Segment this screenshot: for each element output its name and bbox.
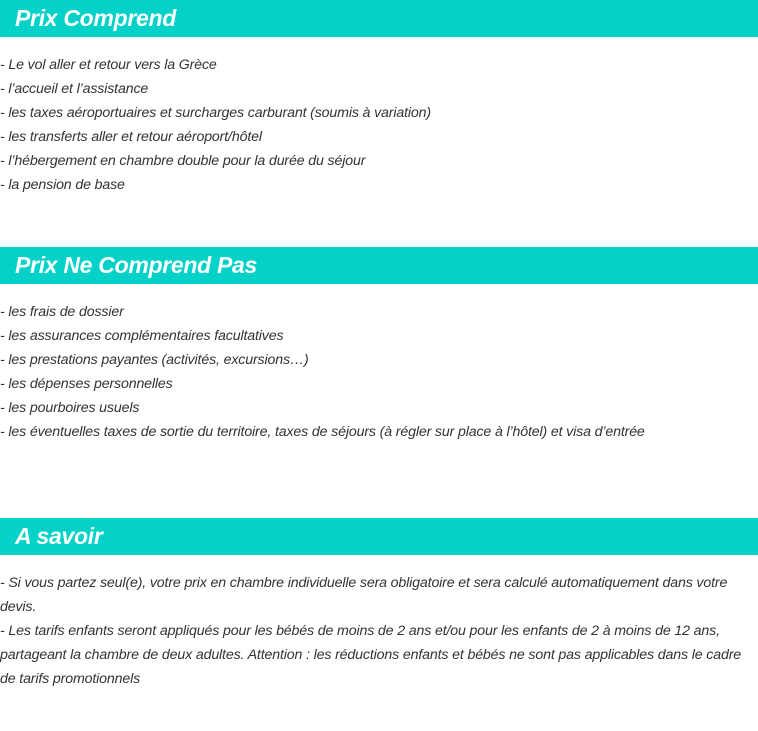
section-title-good-to-know: A savoir: [15, 523, 103, 549]
excluded-item-fees: - les frais de dossier: [0, 304, 124, 320]
good-to-know-text: [0, 555, 758, 691]
section-price-includes: [0, 0, 758, 197]
included-item-accommodation: - l’hébergement en chambre double pour la durée du séjour: [0, 153, 366, 169]
section-header-price-includes: [0, 0, 758, 37]
section-title-price-includes: Prix Comprend: [15, 5, 176, 31]
good-to-know-children-rates: - Les tarifs enfants seront appliqués pour les bébés de moins de 2 ans et/ou pour les enfants de 2 à moins de 12 ans, partageant la chambre de deux adultes. Attention : les réductions enfants et bébés ne sont pas applicables dans le cadre de tarifs promotionnels: [0, 623, 742, 687]
section-header-good-to-know: [0, 518, 758, 555]
excluded-item-tips: - les pourboires usuels: [0, 400, 140, 416]
good-to-know-single-room: - Si vous partez seul(e), votre prix en chambre individuelle sera obligatoire et sera calculé automatiquement dans votre devis.: [0, 575, 728, 615]
excluded-list: [0, 284, 758, 444]
excluded-item-insurance: - les assurances complémentaires facultatives: [0, 328, 284, 344]
excluded-item-paid-services: - les prestations payantes (activités, excursions…): [0, 352, 309, 368]
included-item-taxes: - les taxes aéroportuaires et surcharges carburant (soumis à variation): [0, 105, 431, 121]
excluded-item-exit-taxes: - les éventuelles taxes de sortie du territoire, taxes de séjours (à régler sur place à l’hôtel) et visa d’entrée: [0, 424, 645, 440]
included-item-welcome: - l’accueil et l’assistance: [0, 81, 149, 97]
section-price-excludes: [0, 247, 758, 444]
section-title-price-excludes: Prix Ne Comprend Pas: [15, 252, 257, 278]
section-header-price-excludes: [0, 247, 758, 284]
included-item-flight: - Le vol aller et retour vers la Grèce: [0, 57, 217, 73]
included-item-board: - la pension de base: [0, 177, 125, 193]
included-item-transfers: - les transferts aller et retour aéroport/hôtel: [0, 129, 262, 145]
excluded-item-personal-expenses: - les dépenses personnelles: [0, 376, 173, 392]
included-list: [0, 37, 758, 197]
section-good-to-know: [0, 518, 758, 691]
